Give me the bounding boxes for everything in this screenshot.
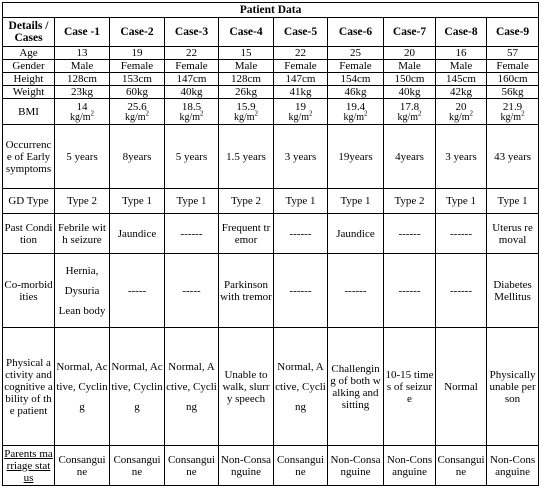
table-cell: Consanguine <box>55 446 110 486</box>
table-row-physical-activity <box>3 328 539 446</box>
bmi-value: 14 <box>76 100 88 113</box>
table-cell: 60kg <box>110 86 165 99</box>
header-row <box>3 18 539 47</box>
table-cell: Female <box>328 60 384 73</box>
bmi-unit-exp: 2 <box>145 109 150 118</box>
table-cell: 3 years <box>274 125 328 189</box>
bmi-cell <box>384 99 436 125</box>
table-cell: Challenging of both walking and sitting <box>328 328 384 446</box>
table-cell: 20 <box>384 47 436 60</box>
table-cell: 154cm <box>328 73 384 86</box>
table-cell <box>55 254 110 328</box>
table-row-age <box>3 47 539 60</box>
case-header: Case-6 <box>328 18 384 47</box>
bmi-unit <box>437 109 485 123</box>
table-cell: 40kg <box>165 86 219 99</box>
table-cell: Non-Consanguine <box>384 446 436 486</box>
bmi-unit-base: kg/m <box>124 111 146 123</box>
table-cell: Male <box>219 60 274 73</box>
table-cell: Type 2 <box>55 189 110 214</box>
bmi-cell <box>274 99 328 125</box>
table-cell: Consanguine <box>274 446 328 486</box>
bmi-unit-base: kg/m <box>233 111 255 123</box>
case-header: Case-2 <box>110 18 165 47</box>
table-cell: Female <box>274 60 328 73</box>
table-cell: ------ <box>165 214 219 254</box>
table-cell: 145cm <box>436 73 487 86</box>
table-cell: Normal <box>436 328 487 446</box>
patient-data-table <box>2 2 539 486</box>
bmi-cell <box>328 99 384 125</box>
table-cell: 153cm <box>110 73 165 86</box>
bmi-unit-exp: 2 <box>364 109 368 118</box>
table-cell: 56kg <box>487 86 539 99</box>
case-header: Case-9 <box>487 18 539 47</box>
table-row-bmi <box>3 99 539 125</box>
table-cell: Female <box>165 60 219 73</box>
table-row-height <box>3 73 539 86</box>
table-cell: 22 <box>165 47 219 60</box>
table-cell: Type 1 <box>328 189 384 214</box>
case-header: Case -1 <box>55 18 110 47</box>
bmi-unit-exp: 2 <box>254 109 259 118</box>
table-cell: 19 <box>110 47 165 60</box>
table-cell: Normal, Active, Cycling <box>110 328 165 446</box>
table-cell: Male <box>384 60 436 73</box>
table-row-gd-type <box>3 189 539 214</box>
table-cell: Physically unable person <box>487 328 539 446</box>
bmi-value: 21.9 <box>502 100 523 113</box>
table-cell: ------ <box>436 254 487 328</box>
bmi-cell <box>55 99 110 125</box>
bmi-cell <box>165 99 219 125</box>
table-cell: 40kg <box>384 86 436 99</box>
row-label: Age <box>3 47 55 60</box>
table-cell: 42kg <box>436 86 487 99</box>
table-row-weight <box>3 86 539 99</box>
row-label: Co-morbidities <box>3 254 55 328</box>
bmi-value: 18.5 <box>181 100 202 113</box>
table-cell: 128cm <box>55 73 110 86</box>
case-header: Case-3 <box>165 18 219 47</box>
table-cell: Normal, Active, Cycling <box>55 328 110 446</box>
table-cell: 41kg <box>274 86 328 99</box>
table-cell: Male <box>55 60 110 73</box>
table-row-comorbidities <box>3 254 539 328</box>
table-cell: 15 <box>219 47 274 60</box>
table-cell: Non-Consanguine <box>328 446 384 486</box>
bmi-unit <box>111 109 163 123</box>
row-label: GD Type <box>3 189 55 214</box>
table-cell: Type 1 <box>487 189 539 214</box>
table-cell: Non-Consanguine <box>487 446 539 486</box>
bmi-value: 17.8 <box>399 100 420 113</box>
bmi-unit-base: kg/m <box>397 111 419 123</box>
bmi-cell <box>436 99 487 125</box>
table-cell: ------ <box>328 254 384 328</box>
bmi-unit-exp: 2 <box>469 109 474 118</box>
table-cell: 4years <box>384 125 436 189</box>
row-label: Physical activity and cognitive ability of the patient <box>3 328 55 446</box>
table-cell: 23kg <box>55 86 110 99</box>
row-label: BMI <box>3 99 55 125</box>
table-cell: 147cm <box>274 73 328 86</box>
table-cell: Female <box>110 60 165 73</box>
bmi-unit <box>385 109 434 123</box>
bmi-unit-exp: 2 <box>418 109 422 118</box>
bmi-unit-exp: 2 <box>90 109 95 118</box>
bmi-unit-base: kg/m <box>448 111 470 123</box>
table-cell: ----- <box>110 254 165 328</box>
table-cell: Uterus removal <box>487 214 539 254</box>
corner-header: Details / Cases <box>3 18 55 47</box>
table-cell: 150cm <box>384 73 436 86</box>
row-label: Past Condition <box>3 214 55 254</box>
table-cell: Female <box>487 60 539 73</box>
table-row-parents <box>3 446 539 486</box>
table-cell: Febrile with seizure <box>55 214 110 254</box>
table-cell: Type 1 <box>274 189 328 214</box>
table-row-past-condition <box>3 214 539 254</box>
table-cell: Type 2 <box>219 189 274 214</box>
bmi-unit-base: kg/m <box>179 111 201 123</box>
row-label: Weight <box>3 86 55 99</box>
table-cell: ------ <box>384 254 436 328</box>
table-cell: 16 <box>436 47 487 60</box>
case-header: Case-7 <box>384 18 436 47</box>
table-cell: Male <box>436 60 487 73</box>
table-cell: Parkinson with tremor <box>219 254 274 328</box>
table-cell: 22 <box>274 47 328 60</box>
table-cell: Type 1 <box>165 189 219 214</box>
table-cell: 128cm <box>219 73 274 86</box>
table-cell: 8years <box>110 125 165 189</box>
table-cell: 10-15 times of seizure <box>384 328 436 446</box>
cell-line: Lean body <box>58 304 106 317</box>
table-cell: 43 years <box>487 125 539 189</box>
table-cell: Frequent tremor <box>219 214 274 254</box>
bmi-unit <box>166 109 217 123</box>
table-cell: Non-Consanguine <box>219 446 274 486</box>
table-cell: ------ <box>274 254 328 328</box>
cell-line: Dysuria <box>64 284 100 297</box>
case-header: Case-8 <box>436 18 487 47</box>
table-cell: Consanguine <box>165 446 219 486</box>
bmi-cell <box>487 99 539 125</box>
table-title: Patient Data <box>3 3 539 18</box>
table-cell: 26kg <box>219 86 274 99</box>
bmi-unit-base: kg/m <box>343 111 365 123</box>
row-label: Parents marriage status <box>4 447 53 484</box>
table-cell: 19years <box>328 125 384 189</box>
bmi-unit <box>56 109 108 123</box>
bmi-unit <box>275 109 326 123</box>
table-cell: Normal, Active, Cycling <box>274 328 328 446</box>
table-cell: Normal, Active, Cycling <box>165 328 219 446</box>
bmi-cell <box>110 99 165 125</box>
table-cell: 1.5 years <box>219 125 274 189</box>
bmi-unit <box>329 109 382 123</box>
table-cell: 57 <box>487 47 539 60</box>
table-cell: 5 years <box>55 125 110 189</box>
table-cell: ------ <box>436 214 487 254</box>
row-label: Occurrence of Early symptoms <box>3 125 55 189</box>
table-cell: Diabetes Mellitus <box>487 254 539 328</box>
table-cell: Type 1 <box>436 189 487 214</box>
case-header: Case-4 <box>219 18 274 47</box>
bmi-unit <box>220 109 272 123</box>
bmi-cell <box>219 99 274 125</box>
table-cell: 46kg <box>328 86 384 99</box>
bmi-value: 20 <box>455 100 467 113</box>
bmi-unit-exp: 2 <box>200 109 204 118</box>
table-cell: ------ <box>384 214 436 254</box>
bmi-unit-base: kg/m <box>69 111 91 123</box>
bmi-unit-base: kg/m <box>288 111 310 123</box>
table-cell: 147cm <box>165 73 219 86</box>
cell-line: Hernia, <box>65 264 99 277</box>
table-cell: 160cm <box>487 73 539 86</box>
table-cell: Jaundice <box>328 214 384 254</box>
bmi-unit-exp: 2 <box>309 109 313 118</box>
table-cell: Consanguine <box>436 446 487 486</box>
table-cell: ------ <box>274 214 328 254</box>
bmi-value: 19 <box>295 100 306 113</box>
table-cell: 5 years <box>165 125 219 189</box>
table-cell: Unable to walk, slurry speech <box>219 328 274 446</box>
table-cell: Type 2 <box>384 189 436 214</box>
bmi-value: 15.9 <box>236 100 256 113</box>
case-header: Case-5 <box>274 18 328 47</box>
bmi-unit-exp: 2 <box>521 109 525 118</box>
table-cell: 13 <box>55 47 110 60</box>
table-cell: ----- <box>165 254 219 328</box>
row-label: Gender <box>3 60 55 73</box>
table-row-early-symptoms <box>3 125 539 189</box>
row-label: Height <box>3 73 55 86</box>
bmi-value: 19.4 <box>345 100 366 113</box>
table-cell: Jaundice <box>110 214 165 254</box>
bmi-unit <box>488 109 537 123</box>
table-cell: Type 1 <box>110 189 165 214</box>
bmi-value: 25.6 <box>127 100 147 113</box>
table-row-gender <box>3 60 539 73</box>
bmi-unit-base: kg/m <box>500 111 522 123</box>
table-cell: 3 years <box>436 125 487 189</box>
table-cell: Consanguine <box>110 446 165 486</box>
table-cell: 25 <box>328 47 384 60</box>
